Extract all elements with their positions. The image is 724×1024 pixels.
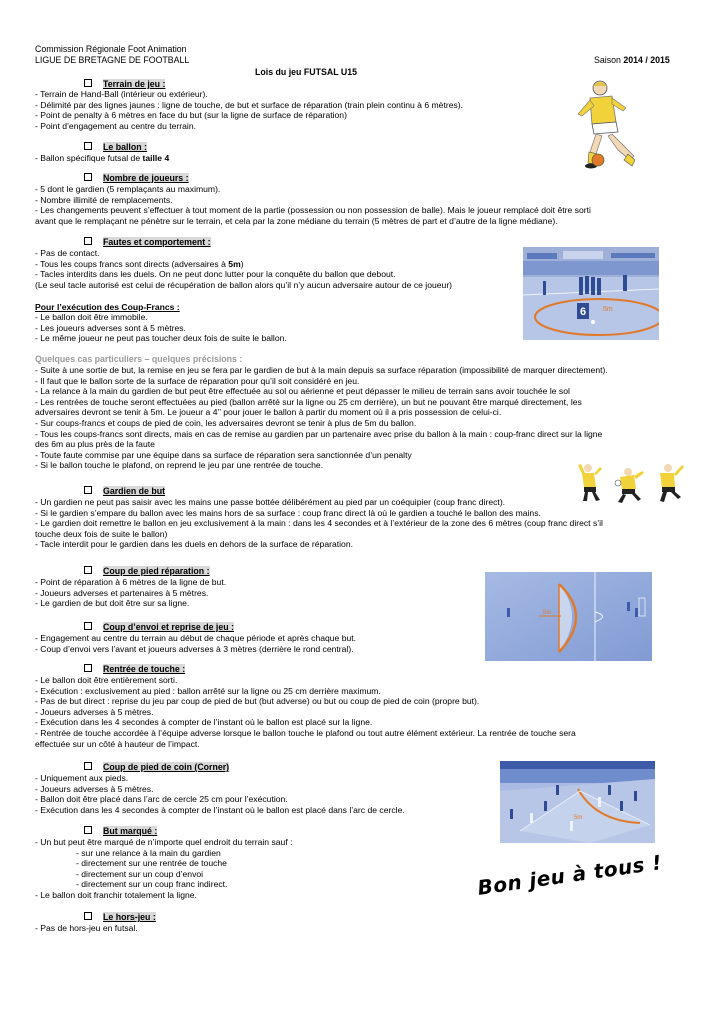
free-kick-distance-label: 5m	[603, 306, 613, 313]
text-line: - Il faut que le ballon sorte de la surface de réparation pour qu’il soit considéré en jeu.	[35, 375, 360, 386]
checkbox-icon	[84, 826, 92, 834]
text-line: - Tacles interdits dans les duels. On ne peut donc lutter pour la conquête du ballon que debout.	[35, 269, 396, 280]
text-line: - Exécution : exclusivement au pied : ballon arrêté sur la ligne ou 25 cm derrière maximum.	[35, 685, 381, 696]
text-line: - Tous les coups-francs sont directs, mais en cas de remise au gardien par un partenaire avec prise du ballon à la main : coup-franc direct sur la ligne	[35, 428, 603, 439]
section-terrain-body	[35, 89, 463, 131]
text-line: - Exécution dans les 4 secondes à compter de l’instant où le ballon est placé dans l’arc de cercle.	[35, 804, 405, 815]
text-line: des 6m au plus près de la faute	[35, 439, 155, 450]
checkbox-icon	[84, 566, 92, 574]
player-kicking-illustration	[572, 78, 642, 170]
org-line-1: Commission Régionale Foot Animation	[35, 44, 187, 54]
text-line: - directement sur un coup d’envoi	[76, 868, 204, 879]
text-line: - Exécution dans les 4 secondes à compter de l’instant où le ballon est placé sur la ligne.	[35, 717, 373, 728]
text-line: - Les changements peuvent s’effectuer à tout moment de la partie (possession ou non possession de balle). Mais le joueur remplacé doit être sorti	[35, 205, 591, 216]
gk-figure-2	[615, 468, 644, 503]
checkbox-icon	[84, 622, 92, 630]
text-line: - sur une relance à la main du gardien	[76, 847, 221, 858]
text-line: - Le gardien doit remettre le ballon en jeu exclusivement à la main : dans les 4 secondes et à l’extérieur de la zone des 6 mètres (coup franc direct s’il	[35, 518, 603, 529]
section-touche-heading: Rentrée de touche :	[84, 664, 185, 674]
text-span: )	[240, 258, 244, 269]
section-joueurs-body	[35, 184, 591, 226]
org-line-2: LIGUE DE BRETAGNE DE FOOTBALL	[35, 55, 190, 65]
section-envoi-body	[35, 633, 356, 654]
text-line: - Tacle interdit pour le gardien dans les duels en dehors de la surface de réparation.	[35, 539, 354, 550]
text-line	[35, 259, 452, 270]
text-line: - Le ballon doit franchir totalement la ligne.	[35, 889, 197, 900]
section-but-heading: But marqué :	[84, 826, 157, 836]
text-line: - directement sur une rentrée de touche	[76, 858, 227, 869]
section-reparation-heading: Coup de pied réparation :	[84, 566, 210, 576]
text-span: - Ballon spécifique futsal de	[35, 153, 143, 163]
text-line: - Joueurs adverses à 5 mètres.	[35, 783, 154, 794]
ballon-line	[35, 153, 169, 164]
text-line: - Ballon doit être placé dans l’arc de cercle 25 cm pour l’exécution.	[35, 794, 288, 805]
text-bold: taille 4	[142, 153, 170, 163]
corner-kick-photo	[500, 761, 655, 843]
page-title: Lois du jeu FUTSAL U15	[255, 67, 357, 77]
season-value: 2014 / 2015	[623, 55, 670, 65]
text-line: - directement sur un coup franc indirect.	[76, 879, 228, 890]
section-ballon-heading: Le ballon :	[84, 142, 147, 152]
section-particuliers-body	[35, 365, 608, 471]
text-line: - Uniquement aux pieds.	[35, 773, 129, 783]
section-terrain-heading: Terrain de jeu :	[84, 79, 165, 89]
horsjeu-line: - Pas de hors-jeu en futsal.	[35, 923, 138, 933]
checkbox-icon	[84, 79, 92, 87]
checkbox-icon	[84, 142, 92, 150]
section-fautes-body	[35, 248, 452, 290]
section-touche-body	[35, 675, 576, 749]
section-coups-francs-body	[35, 312, 287, 344]
section-joueurs-heading: Nombre de joueurs :	[84, 173, 189, 183]
text-line: - Rentrée de touche accordée à l’équipe adverse lorsque le ballon touche le plafond ou tout autre élément extérieur. La rentrée de touche sera	[35, 727, 576, 738]
text-line: adversaires devront se tenir à 5m. Le joueur a 4’’ pour jouer le ballon à partir du moment où il a pris possession de celui-ci.	[35, 407, 502, 418]
free-kick-wall-photo	[523, 247, 659, 340]
text-line: - Point de réparation à 6 mètres de la ligne de but.	[35, 577, 227, 587]
section-horsjeu-heading: Le hors-jeu :	[84, 912, 156, 922]
text-bold: 5m	[228, 258, 241, 269]
corner-distance-label: 5m	[574, 815, 583, 821]
text-span: - Tous les coups francs sont directs (adversaires à	[35, 258, 229, 269]
checkbox-icon	[84, 762, 92, 770]
checkbox-icon	[84, 912, 92, 920]
text-line: - Les joueurs adverses sont à 5 mètres.	[35, 322, 186, 333]
text-line: - Coup d’envoi vers l’avant et joueurs adverses à 3 mètres (derrière le rond central).	[35, 643, 354, 654]
text-line: - Joueurs adverses et partenaires à 5 mètres.	[35, 587, 209, 598]
text-line: - Si le ballon touche le plafond, on reprend le jeu par une rentrée de touche.	[35, 460, 324, 471]
checkbox-icon	[84, 486, 92, 494]
text-line: - Suite à une sortie de but, la remise en jeu se fera par le gardien de but à la main depuis sa surface réparation (impossibilité de marquer directement).	[35, 365, 608, 375]
checkbox-icon	[84, 237, 92, 245]
text-line: - Nombre illimité de remplacements.	[35, 194, 173, 205]
text-line: - Le ballon doit être entièrement sorti.	[35, 675, 178, 685]
section-coups-francs-heading: Pour l’exécution des Coup-Francs :	[35, 302, 180, 312]
text-line: - Le même joueur ne peut pas toucher deux fois de suite le ballon.	[35, 333, 287, 344]
section-fautes-heading: Fautes et comportement :	[84, 237, 211, 247]
text-line: - Terrain de Hand-Ball (intérieur ou extérieur).	[35, 89, 208, 99]
text-line: - La relance à la main du gardien de but peut être effectuée au sol ou aérienne et peut dépasser le milieu de terrain sans avoir touchée le sol	[35, 386, 570, 397]
free-kick-player-number: 6	[580, 306, 587, 318]
text-line: - Toute faute commise par une équipe dans sa surface de réparation sera sanctionnée d’un penalty	[35, 449, 412, 460]
text-line: - Engagement au centre du terrain au début de chaque période et après chaque but.	[35, 633, 357, 643]
section-gardien-heading: Gardien de but	[84, 486, 165, 496]
section-gardien-body	[35, 497, 603, 550]
text-line: - Joueurs adverses à 5 mètres.	[35, 706, 154, 717]
text-line: - Pas de but direct : reprise du jeu par coup de pied de but (but adverse) ou but ou coup de pied de coin (propre but).	[35, 696, 480, 707]
section-corner-heading: Coup de pied de coin (Corner)	[84, 762, 229, 772]
section-corner-body	[35, 773, 405, 815]
penalty-distance-label: 5m	[543, 610, 552, 616]
text-line: - Les rentrées de touche seront effectuées au pied (ballon arrêté sur la ligne ou 25 cm derrière), un but ne pouvant être marqué directement, les	[35, 396, 582, 407]
text-line: effectuée sur un côté à hauteur de l’impact.	[35, 738, 200, 749]
text-line: - Pas de contact.	[35, 248, 100, 258]
text-line: - 5 dont le gardien (5 remplaçants au maximum).	[35, 184, 221, 194]
text-line: touche deux fois de suite le ballon)	[35, 528, 168, 539]
goalkeeper-sequence-illustration	[578, 461, 688, 503]
checkbox-icon	[84, 664, 92, 672]
text-line: - Délimité par des lignes jaunes : ligne de touche, de but et surface de réparation (train plein continu à 6 mètres).	[35, 99, 464, 110]
text-line: (Le seul tacle autorisé est celui de récupération de ballon alors qu’il n’y aucun adversaire autour de ce joueur)	[35, 279, 453, 290]
section-but-body	[35, 837, 292, 901]
season	[594, 55, 670, 66]
text-line: avant que le remplaçant ne pénètre sur le terrain, et cela par la zone médiane du terrain (5 mètres de part et d’autre de la ligne médiane).	[35, 215, 558, 226]
season-label: Saison	[594, 55, 624, 65]
text-line: - Un but peut être marqué de n’importe quel endroit du terrain sauf :	[35, 837, 293, 847]
signoff-text: Bon jeu à tous !	[476, 850, 664, 900]
text-line: - Point de penalty à 6 mètres en face du but (sur la ligne de surface de réparation)	[35, 110, 347, 121]
checkbox-icon	[84, 173, 92, 181]
gk-figure-3	[660, 464, 684, 502]
text-line: - Le ballon doit être immobile.	[35, 312, 148, 322]
corner-heading-extra: (Corner)	[191, 762, 230, 772]
gk-figure-1	[578, 464, 602, 501]
section-envoi-heading: Coup d’envoi et reprise de jeu :	[84, 622, 234, 632]
text-line: - Point d’engagement au centre du terrain.	[35, 120, 196, 131]
text-line: - Si le gardien s’empare du ballon avec les mains hors de sa surface : coup franc direct là où le gardien a touché le ballon des mains.	[35, 507, 541, 518]
text-line: - Le gardien de but doit être sur sa ligne.	[35, 598, 190, 609]
section-particuliers-heading: Quelques cas particuliers – quelques précisions :	[35, 354, 243, 364]
text-line: - Un gardien ne peut pas saisir avec les mains une passe bottée délibérément au pied par un coéquipier (coup franc direct).	[35, 497, 506, 507]
penalty-area-diagram	[485, 572, 652, 661]
text-line: - Sur coups-francs et coups de pied de coin, les adversaires devront se tenir à plus de 5m du ballon.	[35, 417, 417, 428]
section-reparation-body	[35, 577, 226, 609]
